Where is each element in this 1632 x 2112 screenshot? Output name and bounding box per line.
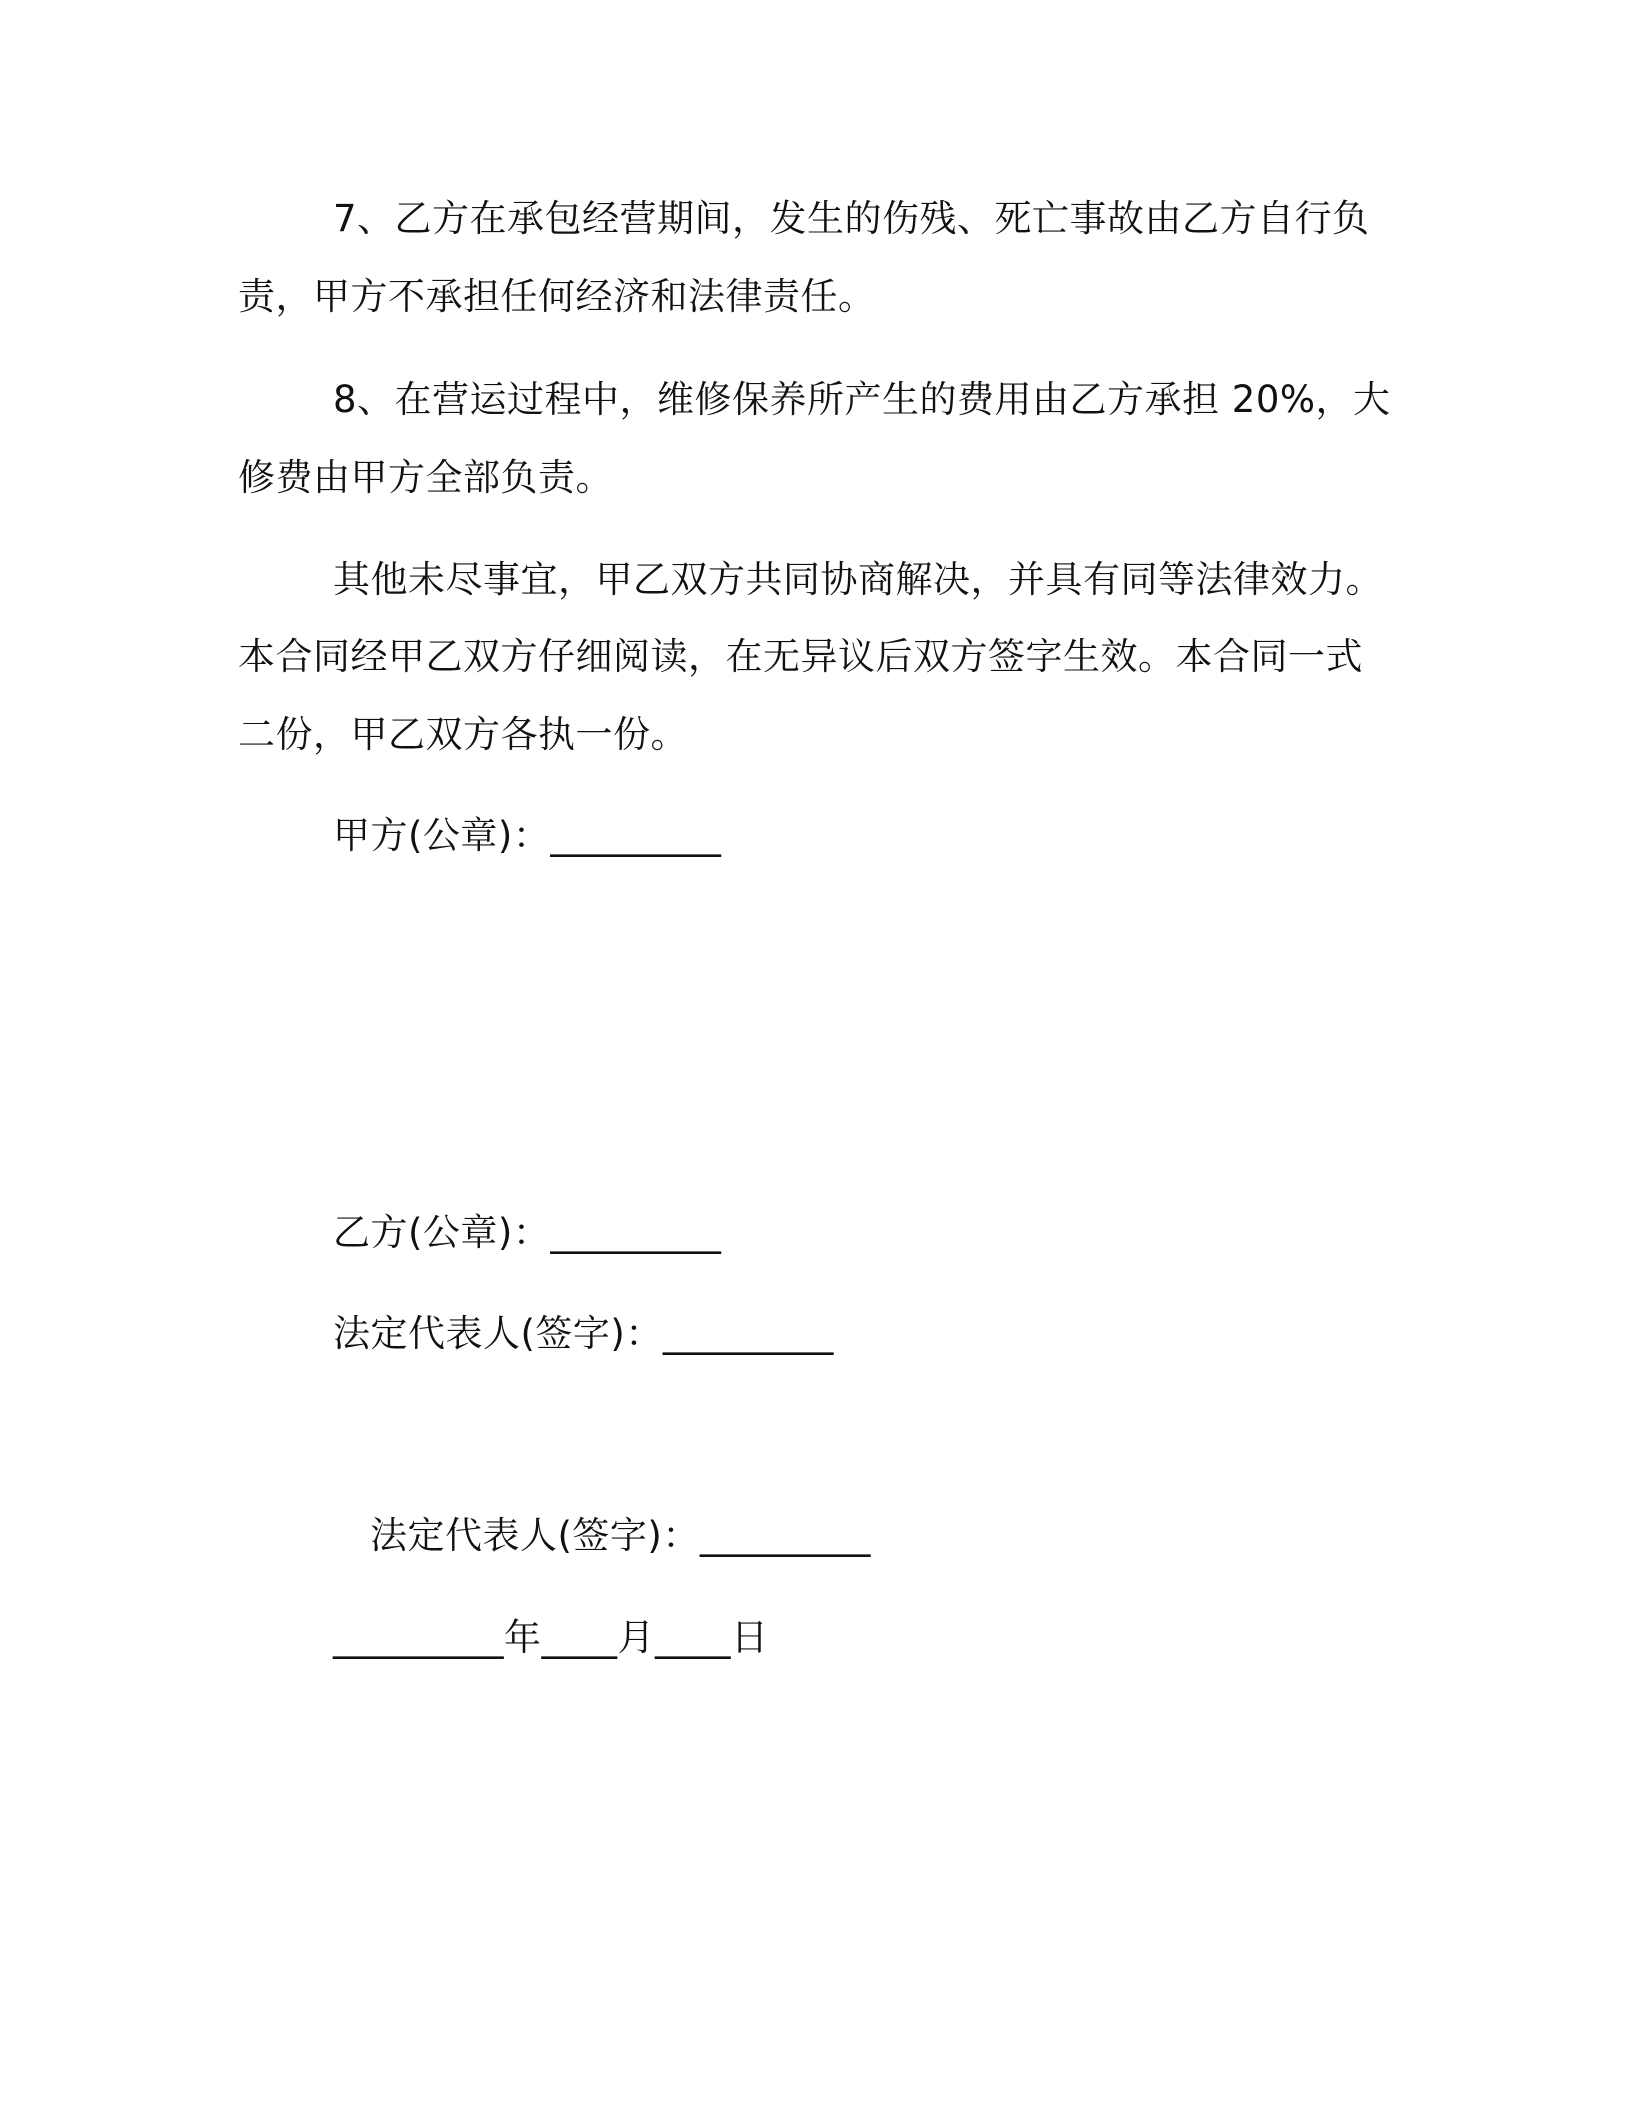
party-b-seal-field: 乙方(公章)：_________ xyxy=(333,1211,722,1254)
clause-7-line-1: 7、乙方在承包经营期间，发生的伤残、死亡事故由乙方自行负 xyxy=(333,197,1370,240)
legal-rep-signature-field-2: 法定代表人(签字)：_________ xyxy=(370,1514,871,1557)
closing-line-3: 二份，甲乙双方各执一份。 xyxy=(238,713,688,756)
closing-line-2: 本合同经甲乙双方仔细阅读，在无异议后双方签字生效。本合同一式 xyxy=(238,635,1363,678)
party-a-seal-field: 甲方(公章)：_________ xyxy=(333,814,722,857)
closing-line-1: 其他未尽事宜，甲乙双方共同协商解决，并具有同等法律效力。 xyxy=(333,558,1383,601)
date-field: _________年____月____日 xyxy=(333,1616,769,1659)
legal-rep-signature-field-1: 法定代表人(签字)：_________ xyxy=(333,1312,834,1355)
clause-7-line-2: 责，甲方不承担任何经济和法律责任。 xyxy=(238,275,876,318)
clause-8-line-1: 8、在营运过程中，维修保养所产生的费用由乙方承担 20%，大 xyxy=(333,378,1391,421)
clause-8-line-2: 修费由甲方全部负责。 xyxy=(238,456,613,499)
